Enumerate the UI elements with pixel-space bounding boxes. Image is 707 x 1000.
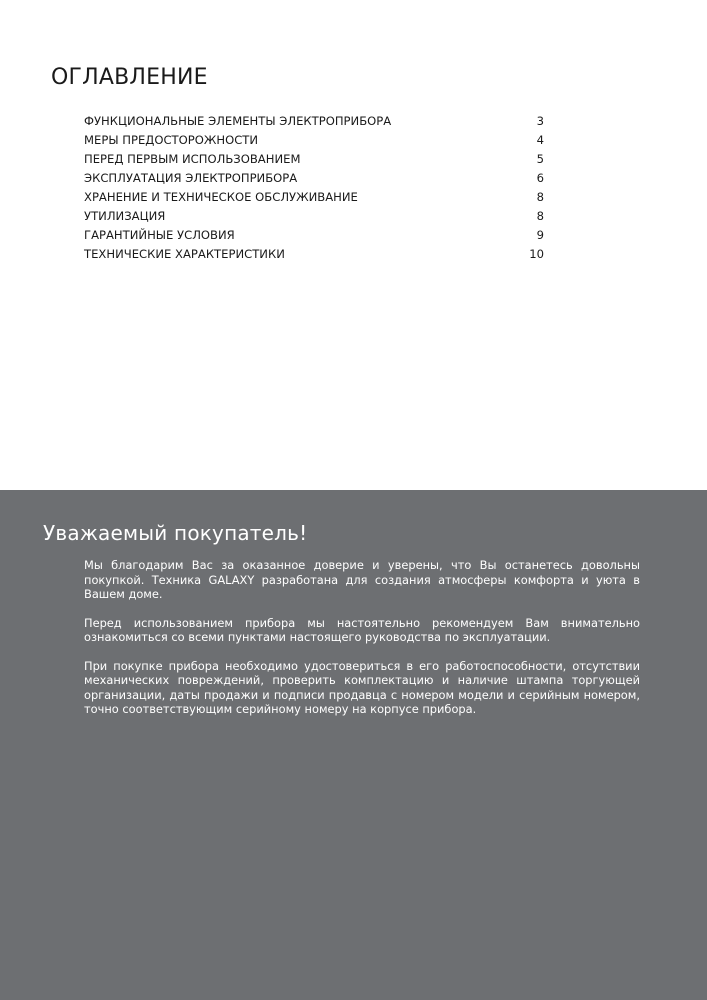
- greeting-paragraph: Мы благодарим Вас за оказанное доверие и уверены, что Вы останетесь довольны покупкой. Техника GALAXY разработана для создания атмосферы комфорта и уюта в Вашем доме.: [84, 558, 640, 601]
- toc-title: ОГЛАВЛЕНИЕ: [51, 65, 208, 90]
- toc-item-label: ЭКСПЛУАТАЦИЯ ЭЛЕКТРОПРИБОРА: [84, 171, 298, 185]
- toc-item-page: 8: [536, 209, 544, 223]
- greeting-body: [84, 558, 640, 731]
- toc-item[interactable]: [84, 112, 544, 131]
- toc-item[interactable]: [84, 150, 544, 169]
- toc-item-page: 6: [536, 171, 544, 185]
- toc-item[interactable]: [84, 169, 544, 188]
- toc-item[interactable]: [84, 188, 544, 207]
- toc-item-label: ПЕРЕД ПЕРВЫМ ИСПОЛЬЗОВАНИЕМ: [84, 152, 301, 166]
- toc-item-page: 9: [536, 228, 544, 242]
- greeting-section: [0, 490, 707, 1000]
- toc-item-page: 3: [536, 114, 544, 128]
- toc-item[interactable]: [84, 131, 544, 150]
- toc-item-label: ХРАНЕНИЕ И ТЕХНИЧЕСКОЕ ОБСЛУЖИВАНИЕ: [84, 190, 358, 204]
- toc-list: [84, 112, 544, 264]
- toc-item-page: 4: [536, 133, 544, 147]
- toc-item-page: 8: [536, 190, 544, 204]
- toc-item[interactable]: [84, 226, 544, 245]
- toc-item[interactable]: [84, 207, 544, 226]
- table-of-contents: [0, 0, 707, 490]
- toc-item-label: УТИЛИЗАЦИЯ: [84, 209, 166, 223]
- toc-item[interactable]: [84, 245, 544, 264]
- toc-item-label: ГАРАНТИЙНЫЕ УСЛОВИЯ: [84, 228, 235, 242]
- toc-item-page: 10: [529, 247, 544, 261]
- toc-item-label: ТЕХНИЧЕСКИЕ ХАРАКТЕРИСТИКИ: [84, 247, 285, 261]
- greeting-title: Уважаемый покупатель!: [43, 521, 308, 545]
- toc-item-page: 5: [536, 152, 544, 166]
- greeting-paragraph: При покупке прибора необходимо удостовериться в его работоспособности, отсутствии механических повреждений, проверить комплектацию и наличие штампа торгующей организации, даты продажи и подписи продавца с номером модели и серийным номером, точно соответствующим серийному номеру на корпусе прибора.: [84, 658, 640, 716]
- toc-item-label: МЕРЫ ПРЕДОСТОРОЖНОСТИ: [84, 133, 259, 147]
- toc-item-label: ФУНКЦИОНАЛЬНЫЕ ЭЛЕМЕНТЫ ЭЛЕКТРОПРИБОРА: [84, 114, 392, 128]
- greeting-paragraph: Перед использованием прибора мы настоятельно рекомендуем Вам внимательно ознакомиться со всеми пунктами настоящего руководства по эксплуатации.: [84, 615, 640, 644]
